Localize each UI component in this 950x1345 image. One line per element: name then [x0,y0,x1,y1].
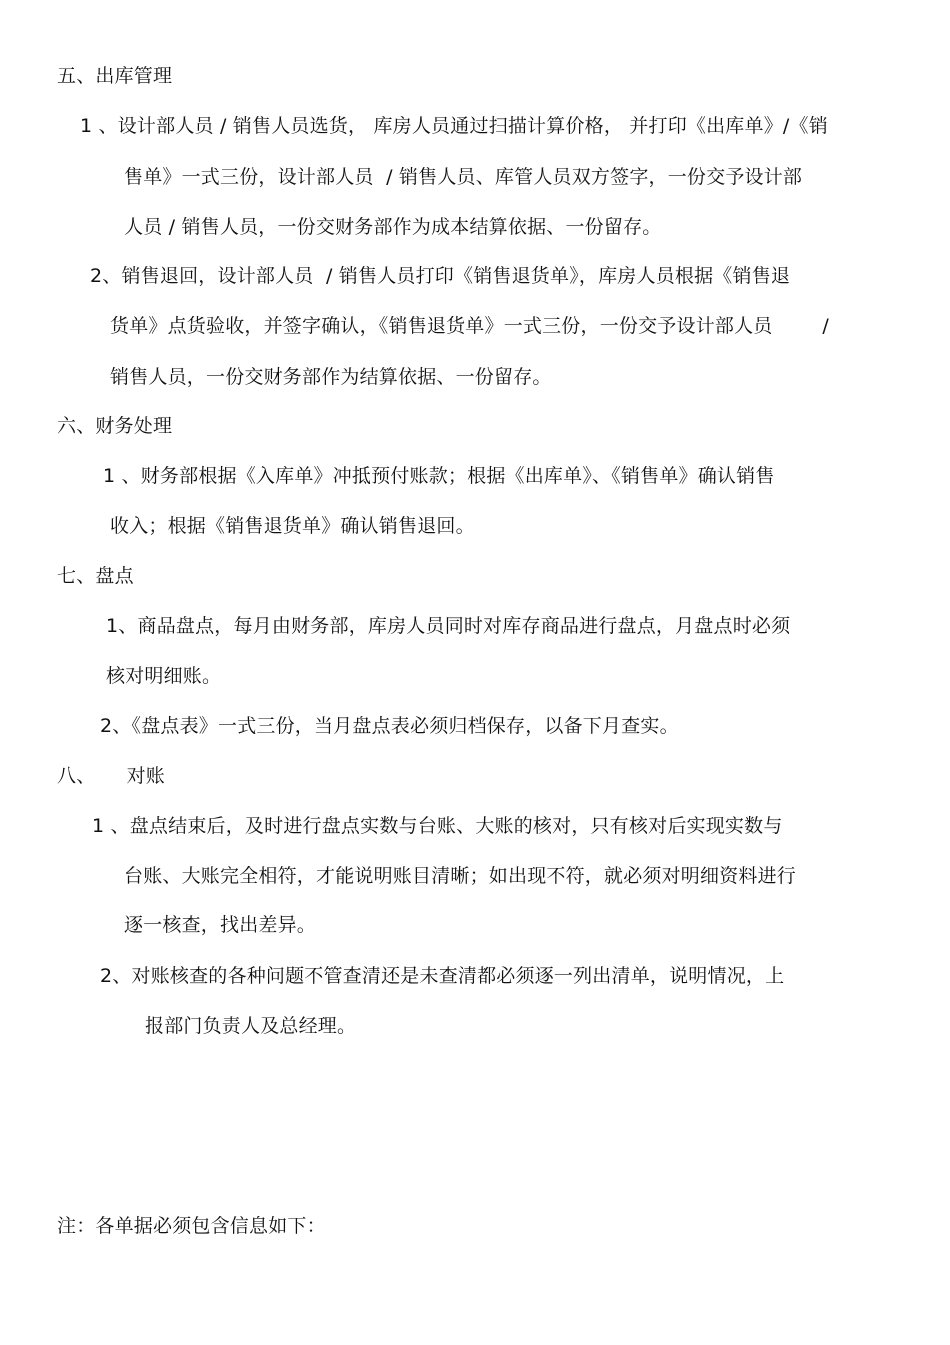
paragraph-line: 售单》一式三份，设计部人员 / 销售人员、库管人员双方签字，一份交予设计部 [124,166,803,188]
paragraph-line: 收入；根据《销售退货单》确认销售退回。 [110,515,475,537]
paragraph-line: 2、销售退回，设计部人员 / 销售人员打印《销售退货单》，库房人员根据《销售退 [90,265,791,287]
paragraph-line: 2、《盘点表》一式三份，当月盘点表必须归档保存，以备下月查实。 [100,715,679,737]
paragraph-line: 1、商品盘点，每月由财务部，库房人员同时对库存商品进行盘点，月盘点时必须 [106,615,791,637]
document-note: 注：各单据必须包含信息如下： [57,1215,326,1237]
paragraph-line: 人员 / 销售人员，一份交财务部作为成本结算依据、一份留存。 [124,216,662,238]
paragraph-line: 销售人员，一份交财务部作为结算依据、一份留存。 [110,366,552,388]
paragraph-line: 台账、大账完全相符，才能说明账目清晰；如出现不符，就必须对明细资料进行 [124,865,797,887]
paragraph-line: 报部门负责人及总经理。 [145,1015,357,1037]
section-heading-inventory: 七、盘点 [57,565,134,587]
paragraph-line: 逐一核查，找出差异。 [124,914,317,936]
section-heading-outbound: 五、出库管理 [57,65,173,87]
paragraph-line: 1 、盘点结束后，及时进行盘点实数与台账、大账的核对，只有核对后实现实数与 [92,815,783,837]
section-heading-reconciliation: 八、 对账 [57,765,165,787]
paragraph-line: 1 、设计部人员 / 销售人员选货， 库房人员通过扫描计算价格， 并打印《出库单》/《销 [80,115,828,137]
paragraph-line: 1 、财务部根据《入库单》冲抵预付账款；根据《出库单》、《销售单》确认销售 [103,465,775,487]
paragraph-line: 核对明细账。 [106,665,222,687]
paragraph-line: 货单》点货验收，并签字确认，《销售退货单》一式三份，一份交予设计部人员 / [110,315,830,337]
paragraph-line: 2、对账核查的各种问题不管查清还是未查清都必须逐一列出清单，说明情况，上 [100,965,785,987]
section-heading-finance: 六、财务处理 [57,415,173,437]
